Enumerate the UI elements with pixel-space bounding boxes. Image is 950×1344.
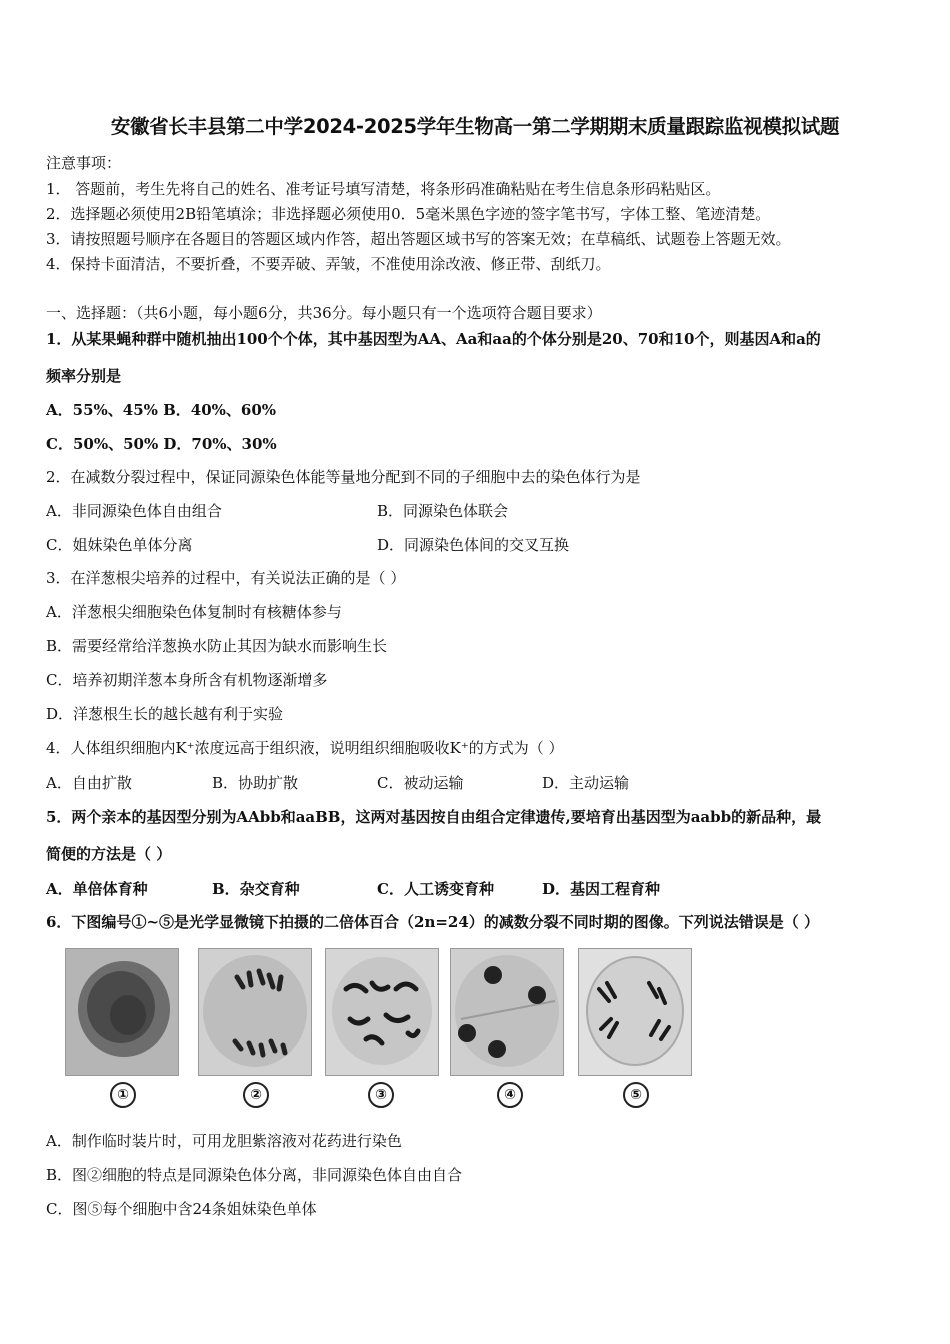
q4-option-c: C．被动运输 <box>377 774 464 792</box>
q4-option-a: A．自由扩散 <box>46 774 132 792</box>
q2-option-a: A．非同源染色体自由组合 <box>46 502 222 520</box>
notice-item-4: 4．保持卡面清洁，不要折叠，不要弄破、弄皱，不准使用涂改液、修正带、刮纸刀。 <box>46 255 611 273</box>
q2-option-d: D．同源染色体间的交叉互换 <box>377 536 570 554</box>
panel-label-1: ① <box>110 1082 136 1108</box>
section-header: 一、选择题：（共6小题，每小题6分，共36分。每小题只有一个选项符合题目要求） <box>46 304 602 322</box>
notice-item-2: 2．选择题必须使用2B铅笔填涂；非选择题必须使用0．5毫米黑色字迹的签字笔书写，字体工整、笔迹清楚。 <box>46 205 771 223</box>
q6-option-b: B．图②细胞的特点是同源染色体分离，非同源染色体自由自合 <box>46 1166 463 1184</box>
meiosis-figure <box>60 948 700 1113</box>
micrograph-panel-3 <box>325 948 439 1076</box>
q3-option-c: C．培养初期洋葱本身所含有机物逐渐增多 <box>46 671 328 689</box>
q5-option-a: A．单倍体育种 <box>46 880 148 898</box>
micrograph-panel-1 <box>65 948 179 1076</box>
micrograph-panel-2 <box>198 948 312 1076</box>
notice-heading: 注意事项： <box>46 154 122 172</box>
q3-option-d: D．洋葱根生长的越长越有利于实验 <box>46 705 284 723</box>
q4-stem: 4．人体组织细胞内K⁺浓度远高于组织液，说明组织细胞吸收K⁺的方式为（ ） <box>46 739 564 757</box>
q5-option-b: B．杂交育种 <box>212 880 300 898</box>
q4-option-d: D．主动运输 <box>542 774 630 792</box>
q3-option-a: A．洋葱根尖细胞染色体复制时有核糖体参与 <box>46 603 342 621</box>
q3-option-b: B．需要经常给洋葱换水防止其因为缺水而影响生长 <box>46 637 388 655</box>
q5-option-c: C．人工诱变育种 <box>377 880 494 898</box>
panel-label-3: ③ <box>368 1082 394 1108</box>
micrograph-panel-5 <box>578 948 692 1076</box>
panel-label-5: ⑤ <box>623 1082 649 1108</box>
micrograph-panel-4 <box>450 948 564 1076</box>
q4-option-b: B．协助扩散 <box>212 774 299 792</box>
q2-option-b: B．同源染色体联会 <box>377 502 509 520</box>
q3-stem: 3．在洋葱根尖培养的过程中，有关说法正确的是（ ） <box>46 569 406 587</box>
page-title: 安徽省长丰县第二中学2024-2025学年生物高一第二学期期末质量跟踪监视模拟试题 <box>110 115 840 138</box>
q6-option-a: A．制作临时装片时，可用龙胆紫溶液对花药进行染色 <box>46 1132 402 1150</box>
notice-item-1: 1． 答题前，考生先将自己的姓名、准考证号填写清楚，将条形码准确粘贴在考生信息条形码粘贴区。 <box>46 180 721 198</box>
q5-option-d: D．基因工程育种 <box>542 880 661 898</box>
q2-option-c: C．姐妹染色单体分离 <box>46 536 193 554</box>
panel-label-2: ② <box>243 1082 269 1108</box>
q6-option-c: C．图⑤每个细胞中含24条姐妹染色单体 <box>46 1200 317 1218</box>
panel-label-4: ④ <box>497 1082 523 1108</box>
q2-stem: 2．在减数分裂过程中，保证同源染色体能等量地分配到不同的子细胞中去的染色体行为是 <box>46 468 641 486</box>
q1-stem-line1: 1．从某果蝇种群中随机抽出100个个体，其中基因型为AA、Aa和aa的个体分别是20、70和10个，则基因A和a的 <box>46 330 821 348</box>
q1-options-row1: A．55%、45% B．40%、60% <box>46 401 277 419</box>
q1-stem-line2: 频率分别是 <box>46 367 122 385</box>
q1-options-row2: C．50%、50% D．70%、30% <box>46 435 277 453</box>
q5-stem-line1: 5．两个亲本的基因型分别为AAbb和aaBB，这两对基因按自由组合定律遗传,要培育出基因型为aabb的新品种，最 <box>46 808 822 826</box>
q5-stem-line2: 简便的方法是（ ） <box>46 845 172 863</box>
q6-stem: 6．下图编号①~⑤是光学显微镜下拍摄的二倍体百合（2n=24）的减数分裂不同时期的图像。下列说法错误是（ ） <box>46 913 820 931</box>
notice-item-3: 3．请按照题号顺序在各题目的答题区域内作答，超出答题区域书写的答案无效；在草稿纸、试题卷上答题无效。 <box>46 230 791 248</box>
